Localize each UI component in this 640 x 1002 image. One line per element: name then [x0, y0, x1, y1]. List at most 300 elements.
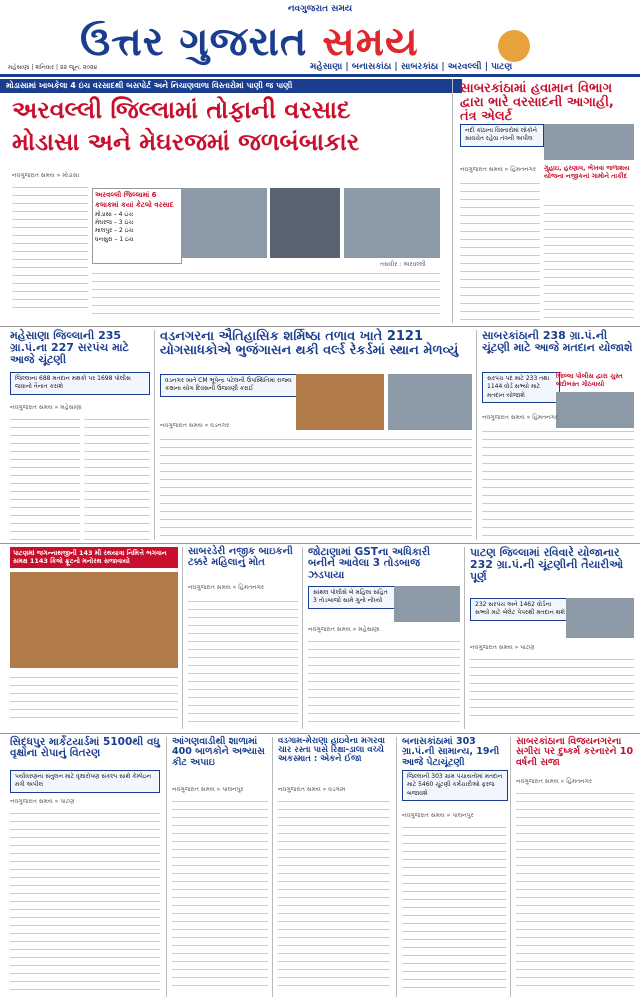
text-line: [402, 856, 506, 862]
text-line: [544, 234, 634, 240]
text-line: [482, 436, 634, 442]
text-line: [12, 232, 88, 238]
lead-photo-caption: તસવીર : અરવલ્લી: [380, 261, 426, 268]
text-line: [172, 814, 268, 820]
jagannath-body: [10, 672, 178, 724]
text-line: [10, 488, 80, 494]
sentence-body: [516, 788, 634, 996]
vadnagar-body: [160, 434, 472, 540]
text-line: [188, 686, 298, 692]
text-line: [402, 928, 506, 934]
text-line: [544, 202, 634, 208]
text-line: [12, 200, 88, 206]
lead-photo-1: [182, 188, 267, 258]
text-line: [84, 480, 150, 486]
banaskantha-headline: બનાસકાંઠામાં 303 ગ્રા.પં.ની સામાન્ય, 19ની આજે પેટાચૂંટણી: [402, 736, 500, 768]
text-line: [402, 984, 506, 990]
text-line: [544, 274, 634, 280]
row-divider: [0, 543, 640, 544]
jotana-bullet: સાંથલ પોલીસે બે મહિલા સહિત 3 તોડબાજો સામે ગુનો નોંધ્યો: [308, 586, 398, 609]
mehsana-bullet: જિલ્લાના 688 મતદાન મથકો પર 1698 પોલીસ જવાનો તૈનાત કરાશે: [10, 372, 150, 395]
text-line: [10, 938, 160, 944]
sentence-byline: નવગુજરાત સમય » હિંમતનગર: [516, 778, 593, 785]
text-line: [516, 798, 634, 804]
text-line: [10, 890, 160, 896]
text-line: [460, 180, 540, 186]
text-line: [10, 946, 160, 952]
patan-elections-body: [470, 654, 634, 724]
text-line: [308, 710, 460, 716]
text-line: [172, 934, 268, 940]
text-line: [544, 250, 634, 256]
text-line: [460, 316, 540, 322]
sk-elections-body: [482, 426, 634, 540]
text-line: [84, 448, 150, 454]
text-line: [516, 958, 634, 964]
text-line: [10, 690, 178, 696]
text-line: [84, 440, 150, 446]
text-line: [188, 678, 298, 684]
text-line: [172, 806, 268, 812]
row-divider: [0, 733, 640, 734]
text-line: [172, 942, 268, 948]
lead-body-cols: [92, 268, 440, 322]
text-line: [402, 920, 506, 926]
text-line: [544, 210, 634, 216]
text-line: [10, 826, 160, 832]
text-line: [278, 838, 390, 844]
text-line: [460, 196, 540, 202]
text-line: [278, 878, 390, 884]
text-line: [482, 532, 634, 538]
text-line: [160, 492, 472, 498]
column-divider: [396, 737, 397, 997]
text-line: [516, 974, 634, 980]
rainfall-item: ધનસુરા – 1 ઇંચ: [95, 235, 134, 243]
text-line: [172, 886, 268, 892]
text-line: [460, 220, 540, 226]
text-line: [460, 228, 540, 234]
text-line: [482, 492, 634, 498]
text-line: [160, 516, 472, 522]
column-divider: [302, 547, 303, 729]
text-line: [460, 284, 540, 290]
text-line: [516, 854, 634, 860]
text-line: [188, 694, 298, 700]
text-line: [544, 298, 634, 304]
text-line: [482, 476, 634, 482]
text-line: [402, 952, 506, 958]
text-line: [188, 702, 298, 708]
text-line: [482, 500, 634, 506]
mehsana-body-2: [84, 414, 150, 540]
lead-photo-3: [344, 188, 440, 258]
text-line: [84, 456, 150, 462]
text-line: [460, 292, 540, 298]
vadnagar-bullet: વડનગર ખાતે CM ભૂપેન્દ્ર પટેલની ઉપસ્થિતિમાં રાજ્ય કક્ષાના યોગ દિવસની ઉજવણી કરાઈ: [160, 374, 300, 397]
text-line: [10, 922, 160, 928]
text-line: [188, 710, 298, 716]
text-line: [160, 436, 472, 442]
text-line: [470, 704, 634, 710]
text-line: [308, 646, 460, 652]
sk-accident-byline: નવગુજરાત સમય » હિંમતનગર: [188, 584, 265, 591]
text-line: [84, 424, 150, 430]
text-line: [278, 966, 390, 972]
jagannath-photo: [10, 572, 178, 668]
masthead-title-accent: સમય: [322, 19, 419, 65]
sk-accident-body: [188, 596, 298, 724]
column-divider: [272, 737, 273, 997]
patan-elections-photo: [566, 598, 634, 638]
text-line: [544, 226, 634, 232]
text-line: [402, 840, 506, 846]
text-line: [402, 848, 506, 854]
vadnagar-photo-2: [388, 374, 472, 430]
anganwadi-body: [172, 796, 268, 996]
text-line: [516, 846, 634, 852]
siddhpur-body: [10, 808, 160, 996]
text-line: [10, 714, 178, 720]
text-line: [160, 508, 472, 514]
text-line: [278, 910, 390, 916]
text-line: [10, 464, 80, 470]
text-line: [10, 970, 160, 976]
text-line: [172, 950, 268, 956]
text-line: [544, 282, 634, 288]
text-line: [10, 472, 80, 478]
text-line: [482, 484, 634, 490]
text-line: [172, 838, 268, 844]
text-line: [172, 958, 268, 964]
text-line: [12, 272, 88, 278]
text-line: [516, 902, 634, 908]
text-line: [278, 974, 390, 980]
text-line: [402, 872, 506, 878]
banaskantha-byline: નવગુજરાત સમય » પાલનપુર: [402, 812, 474, 819]
text-line: [10, 536, 80, 540]
masthead-brand: નવગુજરાત સમય: [287, 4, 353, 14]
text-line: [84, 472, 150, 478]
sk-elections-headline: સાબરકાંઠાની 238 ગ્રા.પં.ની ચૂંટણી માટે આજે મતદાન યોજાશે: [482, 329, 633, 354]
text-line: [12, 192, 88, 198]
text-line: [188, 718, 298, 724]
text-line: [402, 896, 506, 902]
text-line: [278, 854, 390, 860]
text-line: [92, 278, 440, 284]
text-line: [84, 504, 150, 510]
text-line: [188, 598, 298, 604]
text-line: [92, 294, 440, 300]
text-line: [12, 184, 88, 190]
text-line: [10, 978, 160, 984]
text-line: [84, 416, 150, 422]
text-line: [172, 902, 268, 908]
text-line: [278, 846, 390, 852]
text-line: [544, 258, 634, 264]
text-line: [188, 646, 298, 652]
text-line: [10, 496, 80, 502]
text-line: [10, 914, 160, 920]
text-line: [278, 958, 390, 964]
text-line: [516, 894, 634, 900]
text-line: [278, 926, 390, 932]
text-line: [84, 488, 150, 494]
column-divider: [476, 330, 477, 540]
masthead-rule: [0, 74, 640, 77]
text-line: [10, 432, 80, 438]
text-line: [470, 688, 634, 694]
text-line: [10, 416, 80, 422]
text-line: [516, 950, 634, 956]
masthead-title: [80, 18, 500, 66]
text-line: [460, 308, 540, 314]
text-line: [10, 930, 160, 936]
text-line: [402, 824, 506, 830]
text-line: [278, 862, 390, 868]
rainfall-item: માલપુર – 2 ઇંચ: [95, 227, 134, 235]
text-line: [10, 448, 80, 454]
rainfall-item: મેઘરજ – 3 ઇંચ: [95, 218, 134, 226]
text-line: [12, 248, 88, 254]
weather-headline: સાબરકાંઠામાં હવામાન વિભાગ દ્વારા ભારે વરસાદની આગાહી, તંત્ર એલર્ટ: [460, 81, 614, 125]
lead-headline-1: અરવલ્લી જિલ્લામાં તોફાની વરસાદ: [12, 96, 351, 124]
text-line: [12, 264, 88, 270]
text-line: [10, 866, 160, 872]
text-line: [460, 204, 540, 210]
text-line: [10, 682, 178, 688]
text-line: [10, 674, 178, 680]
text-line: [278, 886, 390, 892]
text-line: [278, 918, 390, 924]
text-line: [278, 894, 390, 900]
text-line: [188, 662, 298, 668]
vadgam-byline: નવગુજરાત સમય » વડગામ: [278, 786, 346, 793]
patan-elections-byline: નવગુજરાત સમય » પાટણ: [470, 644, 535, 651]
text-line: [516, 790, 634, 796]
lead-banner: મોડાસામાં ખાબકેલા 4 ઇંચ વરસાદથી બસપોર્ટ અને નિચાણવાળા વિસ્તારોમાં પાણી જ પાણી: [0, 79, 462, 93]
text-line: [544, 242, 634, 248]
jotana-headline: જોટાણામાં GSTના અધિકારી બનીને આવેલા 3 તોડબાજ ઝડપાયા: [308, 546, 431, 581]
text-line: [516, 942, 634, 948]
lead-byline: નવગુજરાત સમય » મોડાસા: [12, 172, 80, 179]
text-line: [160, 460, 472, 466]
text-line: [10, 834, 160, 840]
text-line: [308, 694, 460, 700]
sk-elections-side-title: જિલ્લા પોલીસ દ્વારા ચુસ્ત બંદોબસ્ત ગોઠવાયો: [556, 372, 623, 389]
text-line: [278, 798, 390, 804]
text-line: [10, 706, 178, 712]
text-line: [10, 954, 160, 960]
text-line: [402, 960, 506, 966]
lead-photo-2: [270, 188, 340, 258]
text-line: [10, 504, 80, 510]
text-line: [278, 806, 390, 812]
vadgam-body: [278, 796, 390, 996]
banaskantha-bullet: જિલ્લાની 303 ગ્રામ પંચાયતોમાં મતદાન માટે 5460 ચૂંટણી કર્મચારીઓ ફરજ બજાવશે: [402, 770, 508, 801]
text-line: [460, 244, 540, 250]
text-line: [470, 680, 634, 686]
lead-body-col1: [12, 182, 88, 322]
text-line: [172, 910, 268, 916]
text-line: [10, 850, 160, 856]
text-line: [160, 476, 472, 482]
anganwadi-headline: આંગણવાડીથી શાળામાં 400 બાળકોને અભ્યાસ કીટ અપાઇ: [172, 736, 265, 768]
text-line: [172, 822, 268, 828]
weather-bullet: નદી કાંઠાના વિસ્તારોમાં લોકોને સાવચેત રહેવા તંત્રની અપીલ: [460, 124, 544, 147]
text-line: [308, 662, 460, 668]
text-line: [482, 508, 634, 514]
text-line: [188, 630, 298, 636]
text-line: [516, 982, 634, 988]
text-line: [12, 304, 88, 310]
column-divider: [182, 547, 183, 729]
text-line: [516, 966, 634, 972]
text-line: [172, 926, 268, 932]
text-line: [84, 528, 150, 534]
lion-logo-icon: [498, 30, 530, 62]
patan-elections-headline: પાટણ જિલ્લામાં રવિવારે યોજાનાર 232 ગ્રા.પં.ની ચૂંટણીની તૈયારીઓ પૂર્ણ: [470, 546, 624, 583]
text-line: [160, 500, 472, 506]
regions: મહેસાણા | બનાસકાંઠા | સાબરકાંઠા | અરવલ્લી | પાટણ: [310, 62, 513, 72]
banaskantha-body: [402, 822, 506, 996]
text-line: [470, 656, 634, 662]
text-line: [482, 516, 634, 522]
column-divider: [510, 737, 511, 997]
text-line: [516, 838, 634, 844]
weather-photo: [544, 124, 634, 160]
text-line: [10, 528, 80, 534]
jotana-byline: નવગુજરાત સમય » મહેસાણા: [308, 626, 380, 633]
text-line: [84, 520, 150, 526]
text-line: [460, 268, 540, 274]
text-line: [10, 906, 160, 912]
sk-elections-byline: નવગુજરાત સમય » હિંમતનગર: [482, 414, 559, 421]
lead-headline-2: મોડાસા અને મેઘરજમાં જળબંબાકાર: [12, 128, 360, 156]
text-line: [10, 456, 80, 462]
text-line: [482, 524, 634, 530]
text-line: [188, 614, 298, 620]
text-line: [84, 432, 150, 438]
text-line: [544, 290, 634, 296]
text-line: [278, 902, 390, 908]
text-line: [84, 512, 150, 518]
text-line: [482, 444, 634, 450]
text-line: [460, 212, 540, 218]
text-line: [402, 888, 506, 894]
text-line: [160, 468, 472, 474]
siddhpur-bullet: પર્યાવરણના સંતુલન માટે વૃક્ષારોપણ સંકલ્પ સાથે કેમ્પેઇન મંત્રી અપીલ: [10, 770, 160, 793]
vadnagar-byline: નવગુજરાત સમય » વડનગર: [160, 422, 230, 429]
vadnagar-headline: વડનગરના ઐતિહાસિક શર્મિષ્ઠા તળાવ ખાતે 2121 યોગસાધકોએ ભુજંગાસન થકી વર્લ્ડ રેકર્ડમાં સ્થાન મેળવ્યું: [160, 329, 459, 359]
text-line: [482, 460, 634, 466]
lead-rainfall-box: [92, 188, 182, 264]
vadgam-headline: વડગામ-મેરાણા હાઇવેના મગરવા ચાર રસ્તા પાસે રિક્ષા-ડાલા વચ્ચે અકસ્માત : એકને ઈજા: [278, 736, 385, 765]
text-line: [10, 986, 160, 992]
text-line: [544, 314, 634, 320]
text-line: [482, 468, 634, 474]
text-line: [516, 830, 634, 836]
mehsana-headline: મહેસાણા જિલ્લાની 235 ગ્રા.પં.ના 227 સરપંચ માટે આજે ચૂંટણી: [10, 329, 129, 366]
text-line: [10, 810, 160, 816]
mehsana-byline: નવગુજરાત સમય » મહેસાણા: [10, 404, 82, 411]
patan-elections-bullet: 232 સરપંચ અને 1462 વોર્ડના સભ્યો માટે બેલેટ પેપરથી મતદાન થશે: [470, 598, 570, 621]
text-line: [172, 982, 268, 988]
text-line: [402, 968, 506, 974]
jagannath-banner: પાટણમાં જગન્નાથજીની 143 મી રથયાત્રા નિમિત્તે ભગવાન સમક્ષ 1143 કિલો ફ્રૂટનો મનોરથ સજાવાયો: [10, 547, 178, 568]
text-line: [308, 702, 460, 708]
text-line: [308, 678, 460, 684]
text-line: [516, 934, 634, 940]
siddhpur-headline: સિદ્ધપુર માર્કેટયાર્ડમાં 5100થી વધુ વૃક્ષોના રોપાનું વિતરણ: [10, 736, 160, 760]
text-line: [460, 260, 540, 266]
text-line: [92, 310, 440, 316]
weather-side-title: ગુહાઇ, હરણાવ, ભેખવા જળાશય યોજના નજીકનાં ગામોને તાકીદ: [544, 164, 630, 181]
text-line: [516, 886, 634, 892]
row-divider: [0, 326, 640, 327]
text-line: [92, 270, 440, 276]
column-divider: [154, 330, 155, 540]
dateline: મહેસાણા | શનિવાર | ૨૨ જૂન, ૨૦૨૪: [8, 64, 98, 71]
text-line: [160, 444, 472, 450]
text-line: [160, 532, 472, 538]
text-line: [172, 878, 268, 884]
text-line: [544, 218, 634, 224]
text-line: [278, 950, 390, 956]
text-line: [516, 878, 634, 884]
text-line: [10, 858, 160, 864]
text-line: [278, 814, 390, 820]
text-line: [12, 208, 88, 214]
text-line: [12, 288, 88, 294]
text-line: [308, 686, 460, 692]
text-line: [188, 670, 298, 676]
text-line: [470, 672, 634, 678]
text-line: [10, 882, 160, 888]
text-line: [516, 822, 634, 828]
text-line: [460, 236, 540, 242]
text-line: [544, 306, 634, 312]
text-line: [172, 966, 268, 972]
text-line: [188, 606, 298, 612]
jotana-body: [308, 636, 460, 724]
text-line: [84, 496, 150, 502]
text-line: [470, 696, 634, 702]
text-line: [10, 424, 80, 430]
column-divider: [452, 79, 453, 323]
weather-body-2: [544, 200, 634, 322]
text-line: [402, 912, 506, 918]
text-line: [470, 664, 634, 670]
sk-elections-photo: [556, 392, 634, 428]
text-line: [172, 798, 268, 804]
text-line: [84, 464, 150, 470]
weather-byline: નવગુજરાત સમય » હિંમતનગર: [460, 166, 537, 173]
text-line: [172, 854, 268, 860]
mehsana-body-1: [10, 414, 80, 540]
anganwadi-byline: નવગુજરાત સમય » પાલનપુર: [172, 786, 244, 793]
text-line: [470, 712, 634, 718]
text-line: [278, 870, 390, 876]
text-line: [160, 484, 472, 490]
text-line: [10, 874, 160, 880]
text-line: [402, 880, 506, 886]
text-line: [160, 452, 472, 458]
text-line: [12, 240, 88, 246]
text-line: [12, 296, 88, 302]
text-line: [10, 842, 160, 848]
text-line: [308, 670, 460, 676]
